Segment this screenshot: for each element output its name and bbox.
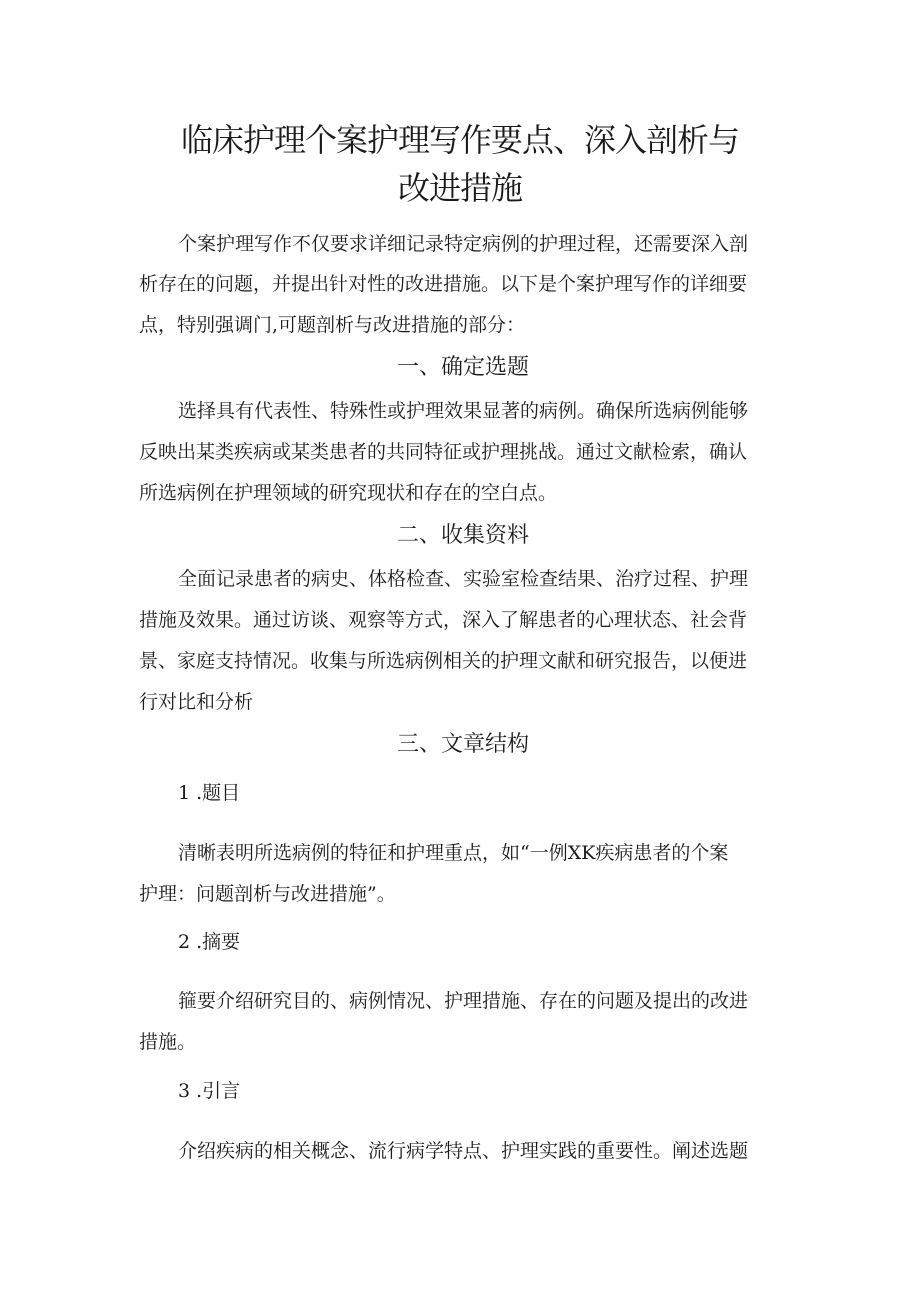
section2-line-1: 全面记录患者的病史、体格检查、实验室检查结果、治疗过程、护理 [178, 568, 749, 590]
section1-line-3: 所选病例在护理领域的研究现状和存在的空白点。 [139, 482, 558, 504]
section2-line-4: 行对比和分析 [139, 691, 254, 713]
item-2-label: 2 .摘要 [178, 931, 241, 953]
section-heading-2: 二、收集资料 [396, 523, 529, 548]
item-1-line-2: 护理：问题剖析与改进措施”。 [139, 883, 396, 905]
document-title-line-1: 临床护理个案护理写作要点、深入剖析与 [180, 121, 739, 159]
item-1-label: 1 .题目 [178, 782, 241, 804]
item-2-line-2: 措施。 [139, 1031, 197, 1053]
intro-line-2: 析存在的问题，并提出针对性的改进措施。以下是个案护理写作的详细要 [139, 273, 748, 295]
section2-line-2: 措施及效果。通过访谈、观察等方式，深入了解患者的心理状态、社会背 [139, 609, 748, 631]
item-3-label: 3 .引言 [178, 1080, 241, 1102]
section1-line-1: 选择具有代表性、特殊性或护理效果显著的病例。确保所选病例能够 [178, 400, 749, 422]
intro-line-3: 点，特别强调门,可题剖析与改进措施的部分： [139, 314, 526, 336]
item-2-line-1: 箍要介绍研究目的、病例情况、护理措施、存在的问题及提出的改进 [178, 990, 749, 1012]
item-1-line-1: 清晰表明所选病例的特征和护理重点，如“一例XK疾病患者的个案 [178, 842, 729, 864]
intro-line-1: 个案护理写作不仅要求详细记录特定病例的护理过程，还需要深入剖 [178, 233, 749, 255]
section2-line-3: 景、家庭支持情况。收集与所选病例相关的护理文献和研究报告，以便进 [139, 650, 748, 672]
section1-line-2: 反映出某类疾病或某类患者的共同特征或护理挑战。通过文献检索，确认 [139, 441, 748, 463]
document-title-line-2: 改进措施 [397, 169, 522, 207]
section-heading-1: 一、确定选题 [396, 355, 529, 380]
item-3-line-1: 介绍疾病的相关概念、流行病学特点、护理实践的重要性。阐述选题 [178, 1140, 749, 1162]
section-heading-3: 三、文章结构 [396, 732, 529, 757]
